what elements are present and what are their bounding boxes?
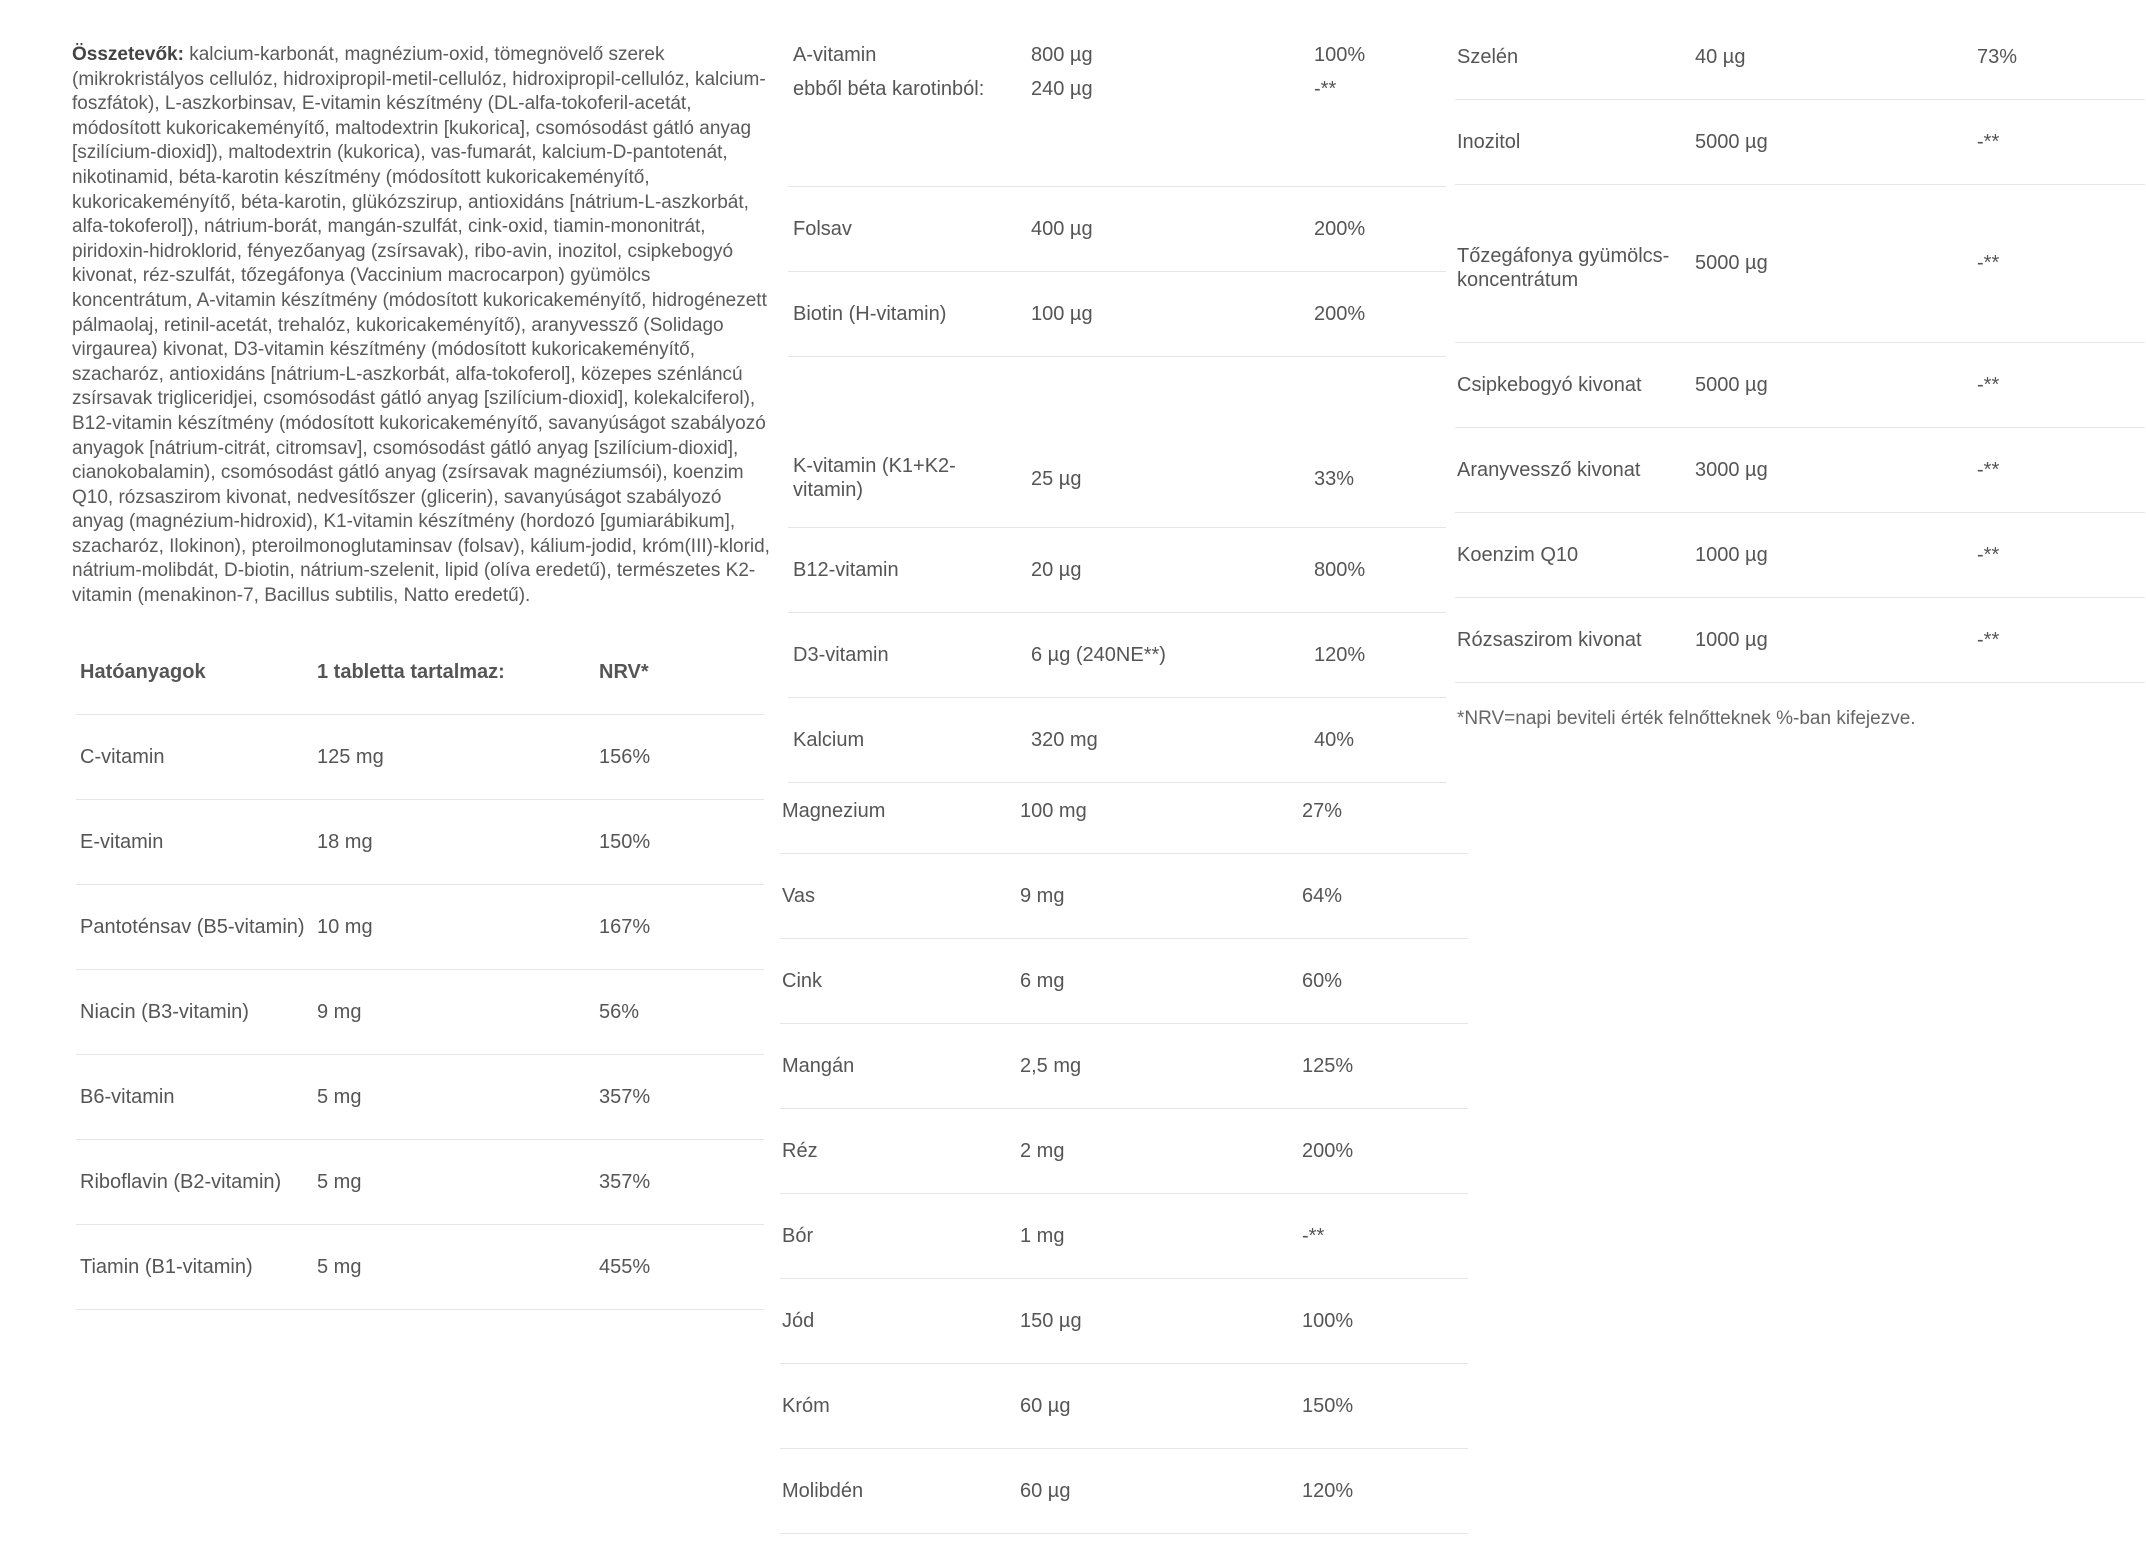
ingredients-text bbox=[72, 43, 772, 609]
row-amount: 60 µg bbox=[1020, 1479, 1071, 1502]
row-nrv: 60% bbox=[1302, 969, 1343, 992]
table-row bbox=[780, 768, 1468, 854]
table-row bbox=[780, 1108, 1468, 1194]
row-nrv: 200% bbox=[1314, 217, 1366, 240]
table-row bbox=[780, 1448, 1468, 1534]
row-name: Riboflavin (B2-vitamin) bbox=[80, 1170, 282, 1193]
row-nrv: 357% bbox=[599, 1170, 651, 1193]
table-row bbox=[780, 1363, 1468, 1449]
row-sub-nrv: -** bbox=[1314, 78, 1337, 100]
row-amount: 100 µg bbox=[1031, 302, 1093, 325]
row-name: Aranyvessző kivonat bbox=[1457, 458, 1641, 481]
table-row bbox=[76, 1139, 764, 1225]
row-name: Niacin (B3-vitamin) bbox=[80, 1000, 249, 1023]
row-nrv: 200% bbox=[1314, 302, 1366, 325]
row-name: Réz bbox=[782, 1139, 818, 1162]
row-amount: 5000 µg bbox=[1695, 373, 1768, 396]
ingredients-list: kalcium-karbonát, magnézium-oxid, tömegnövelő szerek (mikrokristályos cellulóz, hidroxipropil-metil-cellulóz, hidroxipropil-cellulóz, kalcium-foszfátok), L-aszkorbinsav, E-vitamin készítmény (DL-alfa-tokoferil-acetát, módosított kukoricakeményítő, maltodextrin [kukorica], csomósodást gátló anyag [szilícium-dioxid]), maltodextrin (kukorica), vas-fumarát, kalcium-D-pantotenát, nikotinamid, béta-karotin készítmény (módosított kukoricakeményítő, kukoricakeményítő, béta-karotin, glükózszirup, antioxidáns [nátrium-L-aszkorbát, alfa-tokoferol]), nátrium-borát, mangán-szulfát, cink-oxid, tiamin-mononitrát, piridoxin-hidroklorid, fényezőanyag (zsírsavak), ribo-avin, inozitol, csipkebogyó kivonat, réz-szulfát, tőzegáfonya (Vaccinium macrocarpon) gyümölcs koncentrátum, A-vitamin készítmény (módosított kukoricakeményítő, hidrogénezett pálmaolaj, retinil-acetát, trehalóz, kukoricakeményítő), aranyvessző (Solidago virgaurea) kivonat, D3-vitamin készítmény (módosított kukoricakeményítő, szacharóz, antioxidáns [nátrium-L-aszkorbát, alfa-tokoferol], közepes szénláncú zsírsavak trigliceridjei, csomósodást gátló anyag [szilícium-dioxid], kolekalciferol), B12-vitamin készítmény (módosított kukoricakeményítő, savanyúságot szabályozó anyagok [nátrium-citrát, citromsav], csomósodást gátló anyag [szilícium-dioxid], cianokobalamin), csomósodást gátló anyag (zsírsavak magnéziumsói), koenzim Q10, rózsaszirom kivonat, nedvesítőszer (glicerin), savanyúságot szabályozó anyag (magnézium-hidroxid), K1-vitamin készítmény (hordozó [gumiarábikum], szacharóz, Ilokinon), pteroilmonoglutaminsav (folsav), kálium-jodid, króm(III)-klorid, nátrium-molibdát, D-biotin, nátrium-szelenit, lipid (olíva eredetű), természetes K2-vitamin (menakinon-7, Bacillus subtilis, Natto eredetű). bbox=[72, 44, 770, 607]
row-name: B6-vitamin bbox=[80, 1085, 175, 1108]
row-nrv: 64% bbox=[1302, 884, 1343, 907]
row-amount: 20 µg bbox=[1031, 558, 1082, 581]
row-name: Biotin (H-vitamin) bbox=[793, 302, 947, 325]
row-nrv: 100% bbox=[1302, 1309, 1354, 1332]
row-sub-name: ebből béta karotinból: bbox=[793, 78, 985, 100]
row-name: Cink bbox=[782, 969, 823, 992]
table-row bbox=[76, 884, 764, 970]
row-nrv: -** bbox=[1977, 252, 2000, 274]
table-row bbox=[1455, 99, 2145, 185]
table-row bbox=[780, 1278, 1468, 1364]
row-amount: 9 mg bbox=[317, 1000, 362, 1023]
table-row bbox=[788, 271, 1446, 357]
row-amount: 1 mg bbox=[1020, 1224, 1065, 1247]
table-row bbox=[76, 799, 764, 885]
row-name: A-vitamin bbox=[793, 44, 877, 66]
row-name: E-vitamin bbox=[80, 830, 164, 853]
row-nrv: 167% bbox=[599, 915, 651, 938]
row-name: Mangán bbox=[782, 1054, 855, 1077]
row-name: Bór bbox=[782, 1224, 814, 1247]
row-nrv: 150% bbox=[599, 830, 651, 853]
table-row bbox=[1455, 14, 2145, 100]
row-nrv: 150% bbox=[1302, 1394, 1354, 1417]
row-name: Pantoténsav (B5-vitamin) bbox=[80, 915, 305, 938]
header-amount: 1 tabletta tartalmaz: bbox=[317, 661, 505, 683]
row-amount: 320 mg bbox=[1031, 728, 1098, 751]
row-name: Vas bbox=[782, 884, 815, 907]
row-name: Kalcium bbox=[793, 728, 865, 751]
table-row bbox=[1455, 184, 2145, 343]
row-name: Csipkebogyó kivonat bbox=[1457, 373, 1642, 396]
row-name: Szelén bbox=[1457, 45, 1519, 68]
row-amount: 5 mg bbox=[317, 1255, 362, 1278]
row-nrv: -** bbox=[1977, 543, 2000, 566]
row-amount: 2 mg bbox=[1020, 1139, 1065, 1162]
header-name: Hatóanyagok bbox=[80, 661, 206, 683]
row-amount: 6 µg (240NE**) bbox=[1031, 643, 1166, 666]
table-row bbox=[788, 0, 1446, 187]
row-name: Inozitol bbox=[1457, 130, 1521, 153]
row-amount: 18 mg bbox=[317, 830, 373, 853]
table-row bbox=[76, 969, 764, 1055]
table-row bbox=[780, 1023, 1468, 1109]
row-name: Molibdén bbox=[782, 1479, 864, 1502]
row-nrv: 33% bbox=[1314, 468, 1355, 490]
table-row bbox=[1455, 512, 2145, 598]
row-amount: 125 mg bbox=[317, 745, 384, 768]
row-nrv: 100% bbox=[1314, 44, 1366, 66]
row-name: B12-vitamin bbox=[793, 558, 899, 581]
table-row bbox=[1455, 597, 2145, 683]
row-nrv: 27% bbox=[1302, 799, 1343, 822]
table-row bbox=[1455, 342, 2145, 428]
row-name: Folsav bbox=[793, 217, 852, 240]
row-amount: 5 mg bbox=[317, 1085, 362, 1108]
table-row bbox=[788, 527, 1446, 613]
ingredients-label: Összetevők: bbox=[72, 44, 184, 65]
row-nrv: 800% bbox=[1314, 558, 1366, 581]
row-amount: 6 mg bbox=[1020, 969, 1065, 992]
row-amount: 9 mg bbox=[1020, 884, 1065, 907]
row-nrv: 40% bbox=[1314, 728, 1355, 751]
row-amount: 5000 µg bbox=[1695, 252, 1768, 274]
row-amount: 1000 µg bbox=[1695, 543, 1768, 566]
row-amount: 3000 µg bbox=[1695, 458, 1768, 481]
table-row bbox=[76, 1054, 764, 1140]
table-row bbox=[1455, 427, 2145, 513]
header-nrv: NRV* bbox=[599, 661, 649, 683]
row-nrv: 200% bbox=[1302, 1139, 1354, 1162]
row-name: K-vitamin (K1+K2-vitamin) bbox=[793, 455, 956, 501]
table-header bbox=[76, 650, 764, 715]
row-nrv: 156% bbox=[599, 745, 651, 768]
row-name: Rózsaszirom kivonat bbox=[1457, 628, 1642, 651]
row-amount: 800 µg bbox=[1031, 44, 1093, 66]
table-row bbox=[788, 356, 1446, 528]
row-amount: 25 µg bbox=[1031, 468, 1082, 490]
row-name: Koenzim Q10 bbox=[1457, 543, 1579, 566]
table-row bbox=[76, 714, 764, 800]
table-row bbox=[788, 612, 1446, 698]
row-sub-amount: 240 µg bbox=[1031, 78, 1093, 100]
table-row bbox=[780, 853, 1468, 939]
row-amount: 100 mg bbox=[1020, 799, 1087, 822]
row-nrv: -** bbox=[1977, 373, 2000, 396]
row-nrv: 125% bbox=[1302, 1054, 1354, 1077]
row-nrv: -** bbox=[1977, 458, 2000, 481]
table-row bbox=[76, 1224, 764, 1310]
row-amount: 5 mg bbox=[317, 1170, 362, 1193]
row-nrv: 120% bbox=[1314, 643, 1366, 666]
row-amount: 5000 µg bbox=[1695, 130, 1768, 153]
table-row bbox=[788, 186, 1446, 272]
row-nrv: 455% bbox=[599, 1255, 651, 1278]
row-amount: 2,5 mg bbox=[1020, 1054, 1082, 1077]
row-name: D3-vitamin bbox=[793, 643, 889, 666]
row-amount: 150 µg bbox=[1020, 1309, 1082, 1332]
row-name: Magnezium bbox=[782, 799, 886, 822]
row-name: Tiamin (B1-vitamin) bbox=[80, 1255, 253, 1278]
row-amount: 10 mg bbox=[317, 915, 373, 938]
row-amount: 1000 µg bbox=[1695, 628, 1768, 651]
row-name: Króm bbox=[782, 1394, 830, 1417]
row-nrv: 56% bbox=[599, 1000, 640, 1023]
row-nrv: 73% bbox=[1977, 45, 2018, 68]
table-row bbox=[780, 938, 1468, 1024]
table-row bbox=[780, 1193, 1468, 1279]
row-amount: 40 µg bbox=[1695, 45, 1746, 68]
row-amount: 400 µg bbox=[1031, 217, 1093, 240]
row-nrv: -** bbox=[1977, 628, 2000, 651]
row-name: C-vitamin bbox=[80, 745, 165, 768]
row-amount: 60 µg bbox=[1020, 1394, 1071, 1417]
row-name: Tőzegáfonya gyümölcs-koncentrátum bbox=[1457, 245, 1670, 291]
row-nrv: -** bbox=[1302, 1224, 1325, 1247]
nrv-footnote: *NRV=napi beviteli érték felnőtteknek %-ban kifejezve. bbox=[1457, 708, 1916, 729]
row-name: Jód bbox=[782, 1309, 815, 1332]
row-nrv: 357% bbox=[599, 1085, 651, 1108]
row-nrv: -** bbox=[1977, 130, 2000, 153]
row-nrv: 120% bbox=[1302, 1479, 1354, 1502]
